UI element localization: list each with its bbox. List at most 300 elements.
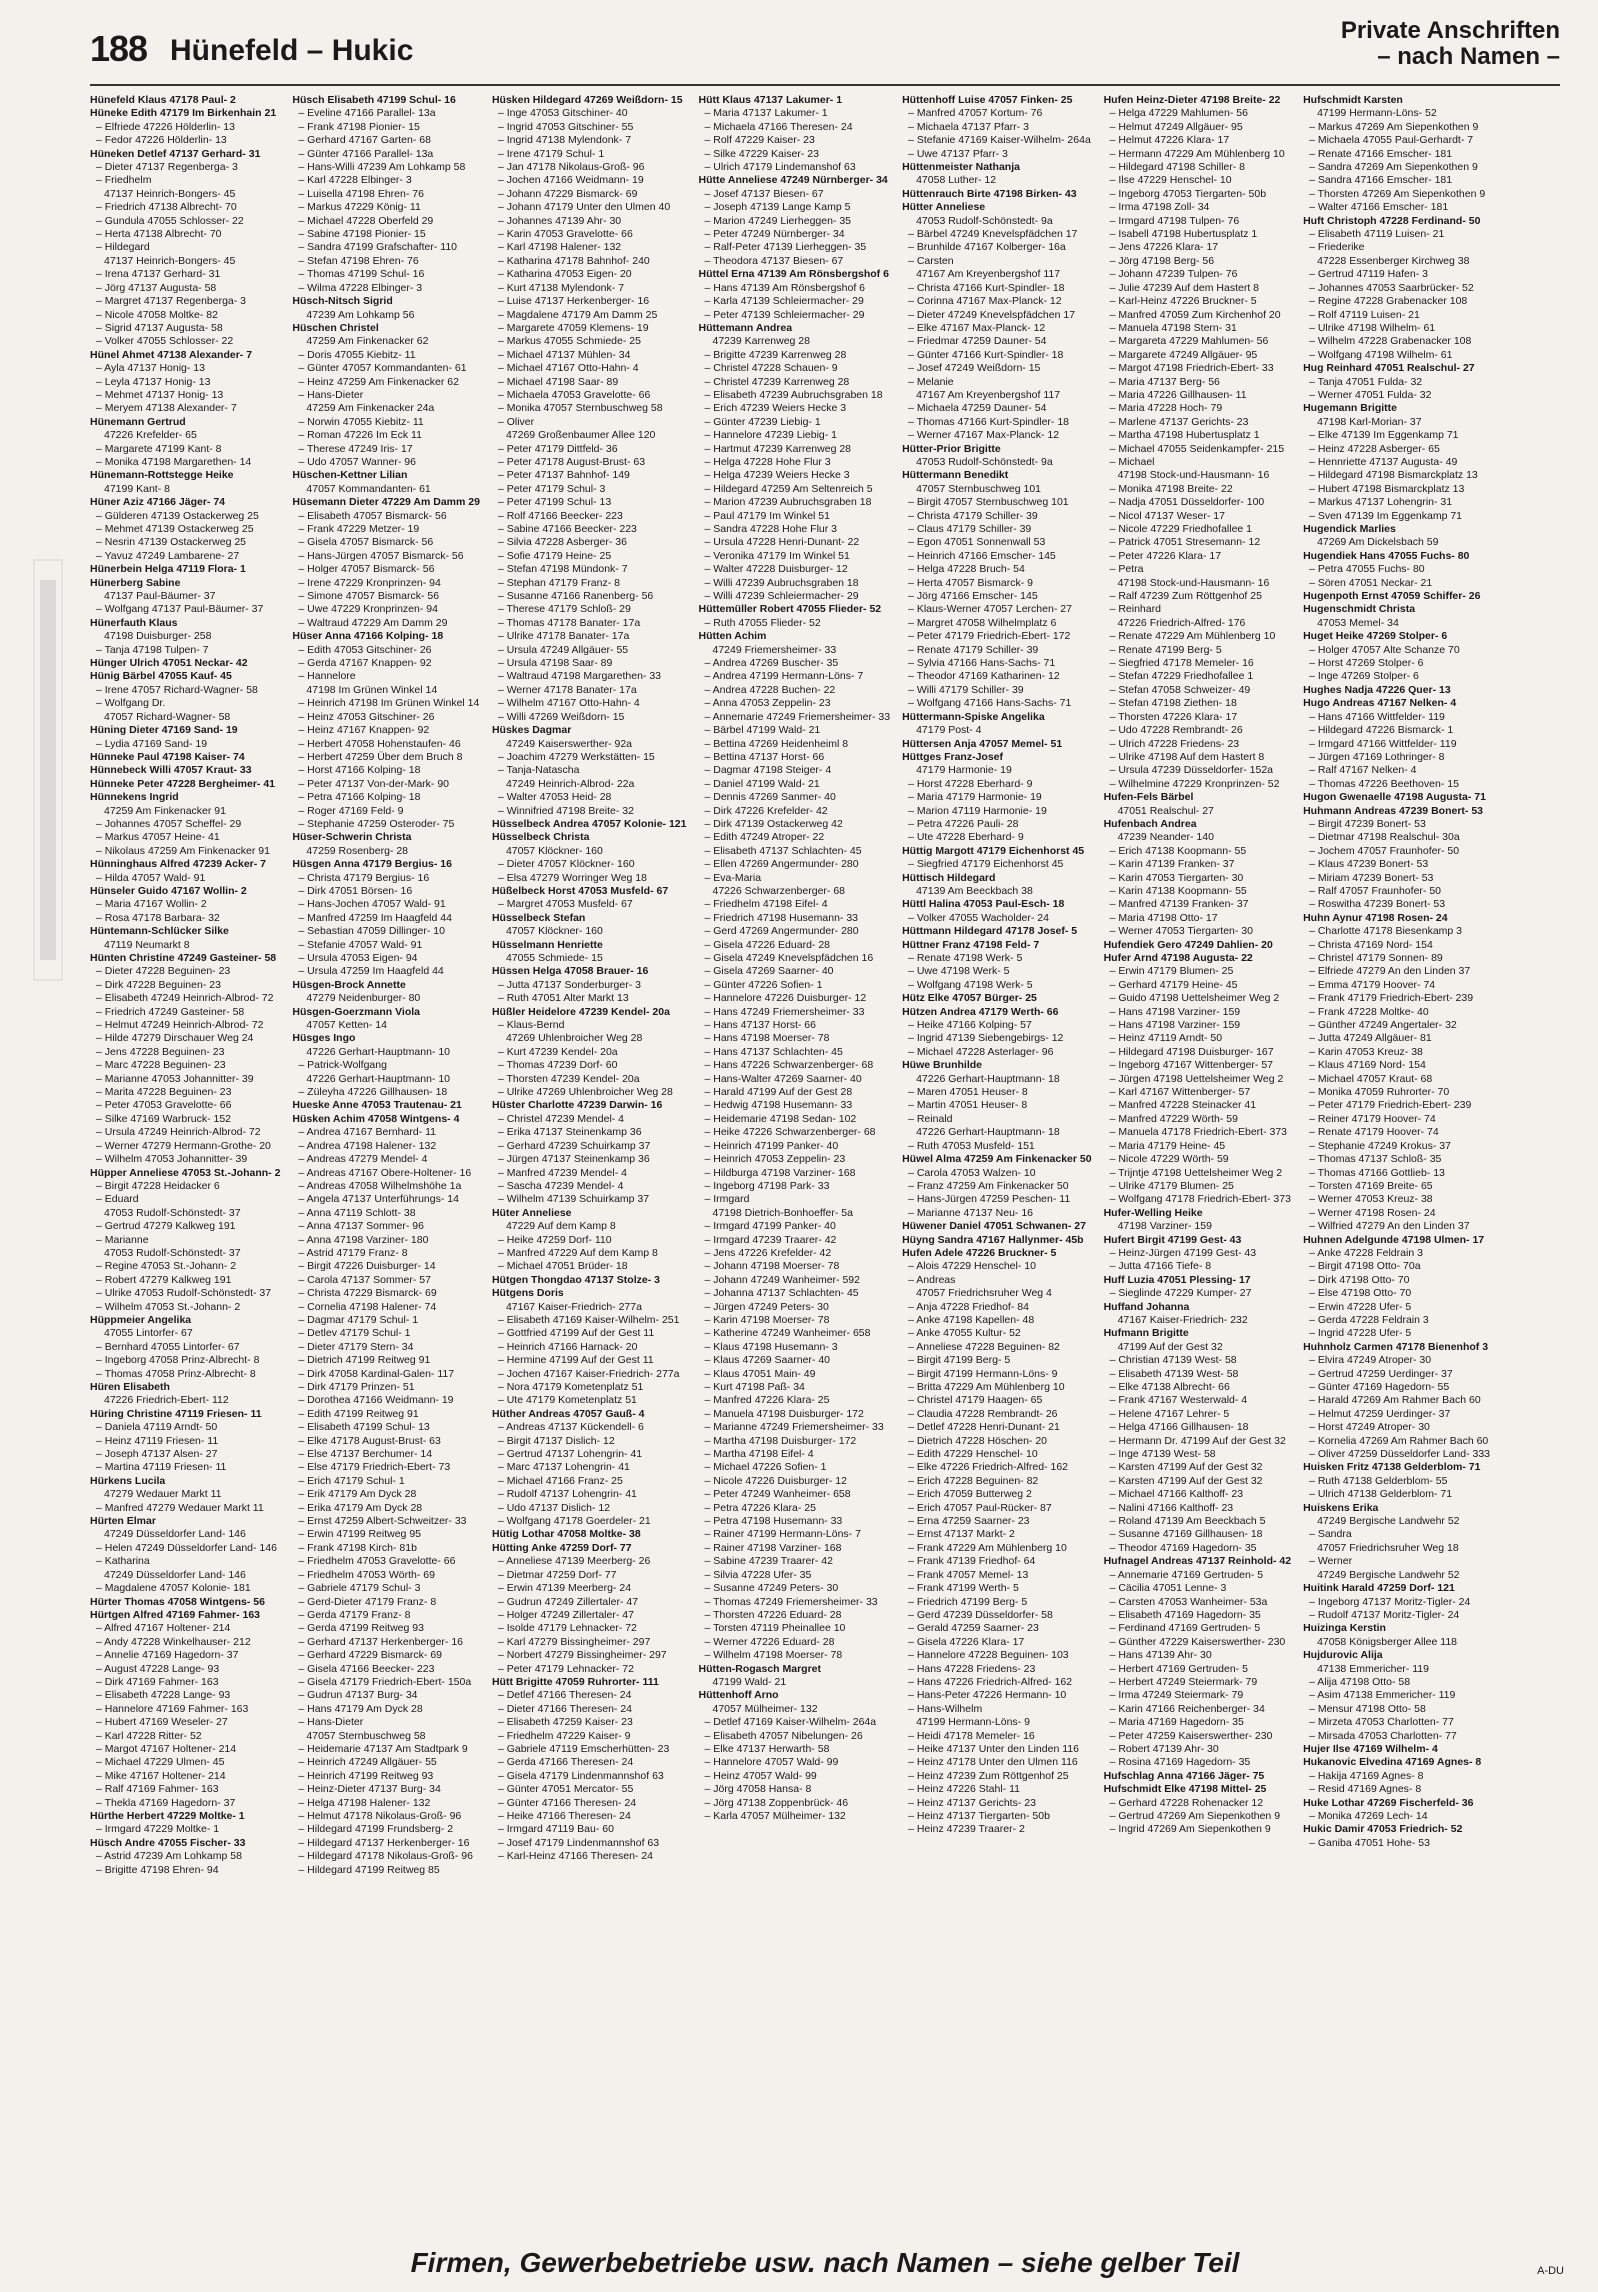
directory-address-line: 47198 Duisburger- 258 [104,630,212,643]
directory-entry: – Nikolaus 47259 Am Finkenacker 91 [96,844,270,857]
directory-entry: – Gertrud 47119 Hafen- 3 [1309,268,1428,281]
directory-entry: – Karla 47139 Schleiermacher- 29 [704,295,864,308]
directory-entry: – Heike 47226 Schwarzenberger- 68 [704,1126,876,1139]
directory-entry: – Torsten 47169 Breite- 65 [1309,1179,1433,1192]
directory-entry: – Hans-Willi 47239 Am Lohkamp 58 [298,161,466,174]
directory-surname-entry: Hüppmeier Angelika [90,1313,192,1326]
directory-entry: – Ingrid 47269 Am Siepenkothen 9 [1109,1823,1271,1836]
directory-entry: – Sandra 47269 Am Siepenkothen 9 [1309,161,1478,174]
footer-note: Firmen, Gewerbebetriebe usw. nach Namen – siehe gelber Teil [410,2247,1240,2278]
directory-entry: – Johann 47229 Bismarck- 69 [497,187,638,200]
directory-surname-entry: Hufschmidt Elke 47198 Mittel- 25 [1103,1783,1267,1796]
directory-surname-entry: Hünel Ahmet 47138 Alexander- 7 [90,348,253,361]
directory-surname-entry: Hüttisch Hildegard [902,871,996,884]
directory-entry: – Hans 47198 Varziner- 159 [1109,1005,1241,1018]
directory-entry: – Nesrin 47139 Ostackerweg 25 [96,536,246,549]
directory-entry: – Dagmar 47179 Schul- 1 [298,1313,419,1326]
directory-entry: – Helmut 47249 Allgäuer- 95 [1109,120,1243,133]
directory-entry: – Helga 47198 Halener- 132 [298,1796,431,1809]
directory-entry: – Karin 47198 Moerser- 78 [704,1313,830,1326]
directory-entry: – Ulrike 47179 Blumen- 25 [1109,1179,1234,1192]
directory-entry: – Hans 47137 Schlachten- 45 [704,1045,843,1058]
directory-surname-entry: Huisken Fritz 47138 Gelderblom- 71 [1303,1461,1481,1474]
directory-address-line: 47057 Friedrichsruher Weg 18 [1317,1541,1459,1554]
directory-entry: – Mensur 47198 Otto- 58 [1309,1702,1426,1715]
section-title-line1: Private Anschriften [1340,17,1560,44]
directory-address-line: 47259 Rosenberg- 28 [306,844,408,857]
directory-surname-entry: Hufen Heinz-Dieter 47198 Breite- 22 [1103,94,1281,106]
directory-entry: – Irmgard [704,1193,750,1206]
directory-surname-entry: Hüttig Margott 47179 Eichenhorst 45 [902,844,1085,857]
directory-entry: – Michaela 47137 Pfarr- 3 [908,120,1029,133]
directory-entry: – Peter 47053 Gravelotte- 66 [96,1099,232,1112]
directory-surname-entry: Hufschlag Anna 47166 Jäger- 75 [1103,1769,1265,1782]
directory-entry: – Bärbel 47199 Wald- 21 [704,724,821,737]
directory-entry: – Günther 47249 Angertaler- 32 [1309,1019,1457,1032]
directory-entry: – Dieter 47057 Klöckner- 160 [497,858,635,871]
directory-surname-entry: Hughes Nadja 47226 Quer- 13 [1303,683,1451,696]
directory-entry: – Walter 47053 Heid- 28 [497,791,612,804]
directory-entry: – Margarete 47249 Allgäuer- 95 [1109,348,1258,361]
directory-entry: – Irmgard 47199 Panker- 40 [704,1220,836,1233]
directory-entry: – Monika 47057 Sternbuschweg 58 [497,402,663,415]
directory-entry: – Maria 47226 Gillhausen- 11 [1109,388,1247,401]
directory-entry: – Dirk 47058 Kardinal-Galen- 117 [298,1367,455,1380]
directory-entry: – Renate 47179 Schiller- 39 [908,643,1039,656]
directory-surname-entry: Hüßler Heidelore 47239 Kendel- 20a [491,1005,670,1018]
directory-entry: – Sieglinde 47229 Kumper- 27 [1109,1287,1252,1300]
directory-address-line: 47226 Schwarzenberger- 68 [712,884,846,897]
directory-entry: – Elisabeth 47169 Kaiser-Wilhelm- 251 [497,1313,680,1326]
directory-entry: – Hedwig 47198 Husemann- 33 [704,1099,853,1112]
directory-entry: – Thorsten 47226 Klara- 17 [1109,710,1238,723]
directory-entry: – Werner 47053 Kreuz- 38 [1309,1193,1433,1206]
directory-entry: – Patrick-Wolfgang [298,1059,387,1072]
directory-address-line: 47226 Gerhart-Hauptmann- 10 [306,1072,451,1085]
directory-entry: – Isabell 47198 Hubertusplatz 1 [1109,228,1258,241]
directory-entry: – Erik 47179 Am Dyck 28 [298,1488,417,1501]
directory-entry: – Ilse 47229 Henschel- 10 [1109,174,1232,187]
directory-entry: – Detlef 47228 Henri-Dunant- 21 [908,1421,1060,1434]
directory-entry: – Petra 47226 Klara- 25 [704,1501,816,1514]
directory-entry: – Hildegard 47198 Schiller- 8 [1109,161,1245,174]
page-number: 188 [90,28,148,69]
directory-address-line: 47167 Am Kreyenbergshof 117 [916,268,1061,281]
directory-entry: – Markus 47055 Schmiede- 25 [497,335,641,348]
directory-entry: – Ute 47179 Kometenplatz 51 [497,1394,637,1407]
directory-entry: – Irmgard 47229 Moltke- 1 [96,1823,220,1836]
directory-entry: – Gerd-Dieter 47179 Franz- 8 [298,1595,437,1608]
directory-entry: – Therese 47249 Iris- 17 [298,442,413,455]
directory-entry: – Günter 47226 Sofien- 1 [704,978,823,991]
directory-entry: – Jens 47228 Beguinen- 23 [96,1045,225,1058]
directory-entry: – Thorsten 47239 Kendel- 20a [497,1072,640,1085]
directory-entry: – Ruth 47053 Musfeld- 151 [908,1139,1035,1152]
directory-entry: – Wolfgang 47198 Wilhelm- 61 [1309,348,1453,361]
directory-entry: – Herbert 47249 Steiermark- 79 [1109,1675,1258,1688]
directory-entry: – Christel 47179 Haagen- 65 [908,1394,1043,1407]
directory-entry: – Mehmet 47137 Honig- 13 [96,388,224,401]
directory-address-line: 47057 Richard-Wagner- 58 [104,710,231,723]
directory-entry: – Gerhard 47179 Heine- 45 [1109,978,1238,991]
directory-entry: – Manfred 47229 Wörth- 59 [1109,1112,1238,1125]
directory-entry: – Maria 47228 Hoch- 79 [1109,402,1223,415]
directory-entry: – Rolf 47119 Luisen- 21 [1309,308,1420,321]
directory-surname-entry: Hütter Anneliese [902,201,986,214]
directory-entry: – Rosina 47169 Hagedorn- 35 [1109,1756,1251,1769]
directory-entry: – Erich 47179 Schul- 1 [298,1474,405,1487]
directory-entry: – Hildegard 47199 Reitweg 85 [298,1863,440,1876]
directory-surname-entry: Hünninghaus Alfred 47239 Acker- 7 [90,858,267,871]
directory-entry: – Anna 47198 Varziner- 180 [298,1233,429,1246]
directory-entry: – Margret 47058 Wilhelmplatz 6 [908,616,1057,629]
directory-entry: – Reinhard [1109,603,1161,616]
directory-entry: – Birgit 47198 Otto- 70a [1309,1260,1421,1273]
directory-entry: – Christian 47139 West- 58 [1109,1354,1237,1367]
directory-entry: – Frank 47229 Metzer- 19 [298,523,420,535]
directory-entry: – Karl-Heinz 47166 Theresen- 24 [497,1850,654,1863]
directory-entry: – Gerhard 47239 Schuirkamp 37 [497,1139,651,1152]
page-header [90,18,1560,78]
directory-entry: – Helmut 47259 Uerdinger- 37 [1309,1407,1451,1420]
directory-entry: – Roger 47169 Feld- 9 [298,804,404,817]
directory-entry: – Jochen 47167 Kaiser-Friedrich- 277a [497,1367,680,1380]
directory-entry: – Werner 47178 Banater- 17a [497,683,637,696]
directory-address-line: 47249 Bergische Landwehr 52 [1317,1515,1460,1528]
directory-entry: – Gabriele 47179 Schul- 3 [298,1582,421,1595]
directory-entry: – Nicole 47229 Friedhofallee 1 [1109,523,1253,535]
directory-entry: – Dietmar 47259 Dorf- 77 [497,1568,617,1581]
directory-entry: – Ingeborg 47167 Wittenberger- 57 [1109,1059,1274,1072]
directory-entry: – Michael 47167 Otto-Hahn- 4 [497,362,639,375]
directory-entry: – Peter 47179 Friedrich-Ebert- 172 [908,630,1071,643]
directory-entry: – Heinz 47226 Stahl- 11 [908,1783,1020,1796]
directory-entry: – Eva-Maria [704,871,762,884]
directory-entry: – Josef 47137 Biesen- 67 [704,187,824,200]
directory-entry: – Margarete 47199 Kant- 8 [96,442,222,455]
directory-entry: – Ralf 47167 Nelken- 4 [1309,764,1417,777]
directory-surname-entry: Huft Christoph 47228 Ferdinand- 50 [1303,214,1481,227]
directory-surname-entry: Hufen Adele 47226 Bruckner- 5 [902,1246,1057,1259]
directory-entry: – Johann 47179 Unter den Ulmen 40 [497,201,671,214]
directory-entry: – Maria 47179 Heine- 45 [1109,1139,1226,1152]
directory-entry: – Jutta 47249 Allgäuer- 81 [1309,1032,1432,1045]
directory-entry: – Jürgen 47137 Steinenkamp 36 [497,1153,650,1166]
directory-entry: – Magdalene 47057 Kolonie- 181 [96,1582,251,1595]
directory-entry: – Frank 47167 Westerwald- 4 [1109,1394,1248,1407]
directory-entry: – Johannes 47139 Ahr- 30 [497,214,622,227]
directory-entry: – Theodora 47137 Biesen- 67 [704,254,844,267]
directory-entry: – Elisabeth 47199 Schul- 13 [298,1421,430,1434]
directory-entry: – Monika 47198 Margarethen- 14 [96,455,252,468]
directory-entry: – Reinald [908,1112,953,1125]
directory-entry: – Gisela 47057 Bismarck- 56 [298,536,434,549]
directory-entry: – Frank 47228 Moltke- 40 [1309,1005,1429,1018]
directory-entry: – Ruth 47138 Gelderblom- 55 [1309,1474,1448,1487]
directory-surname-entry: Hüßelbeck Horst 47053 Musfeld- 67 [491,884,669,897]
directory-entry: – Manfred 47059 Zum Kirchenhof 20 [1109,308,1281,321]
directory-entry: – Martha 47198 Duisburger- 172 [704,1434,857,1447]
directory-entry: – Elisabeth 47259 Kaiser- 23 [497,1716,633,1729]
directory-entry: – Jörg 47138 Zoppenbrück- 46 [704,1796,849,1809]
page-name-range: Hünefeld – Hukic [170,34,414,67]
directory-entry: – Friedhelm 47053 Gravelotte- 66 [298,1555,456,1568]
directory-entry: – Maria 47137 Berg- 56 [1109,375,1220,388]
directory-surname-entry: Hufmann Brigitte [1103,1327,1189,1340]
directory-entry: – Ursula 47259 Im Haagfeld 44 [298,965,444,978]
directory-entry: – Wolfgang 47178 Friedrich-Ebert- 373 [1109,1193,1291,1206]
directory-entry: – Kurt 47198 Paß- 34 [704,1381,805,1393]
directory-entry: – Andreas 47279 Mendel- 4 [298,1153,428,1166]
directory-entry: – Michael 47055 Seidenkampfer- 215 [1109,442,1285,455]
directory-entry: – Dietrich 47199 Reitweg 91 [298,1354,431,1367]
directory-entry: – Heinz 47259 Am Finkenacker 62 [298,375,459,388]
directory-surname-entry: Hüster Charlotte 47239 Darwin- 16 [491,1099,663,1112]
directory-surname-entry: Hüther Andreas 47057 Gauß- 4 [491,1407,645,1420]
directory-entry: – Günter 47169 Hagedorn- 55 [1309,1381,1450,1393]
directory-entry: – Inge 47139 West- 58 [1109,1448,1216,1461]
directory-entry: – Christel 47179 Sonnen- 89 [1309,952,1443,964]
directory-entry: – Wilhelm 47167 Otto-Hahn- 4 [497,697,640,710]
directory-entry: – Mehmet 47139 Ostackerweg 25 [96,523,254,535]
directory-entry: – Inge 47053 Gitschiner- 40 [497,107,628,120]
directory-entry: – Hakija 47169 Agnes- 8 [1309,1769,1424,1782]
directory-entry: – Andrea 47167 Bernhard- 11 [298,1126,436,1139]
directory-entry: – Petra [1109,563,1144,576]
directory-entry: – Heinz 47119 Arndt- 50 [1109,1032,1223,1045]
directory-entry: – Ulrich 47228 Friedens- 23 [1109,737,1240,750]
directory-entry: – Maria 47179 Harmonie- 19 [908,791,1042,804]
directory-entry: – Harald 47199 Auf der Gest 28 [704,1086,853,1099]
directory-entry: – Elke 47226 Friedrich-Alfred- 162 [908,1461,1069,1474]
directory-entry: – Irmgard 47239 Traarer- 42 [704,1233,837,1246]
directory-address-line: 47269 Uhlenbroicher Weg 28 [505,1032,643,1045]
directory-entry: – Thomas 47166 Kurt-Spindler- 18 [908,415,1069,428]
directory-entry: – Nicol 47137 Weser- 17 [1109,509,1225,522]
directory-surname-entry: Hüttenhoff Luise 47057 Finken- 25 [902,94,1073,106]
directory-surname-entry: Hugendiek Hans 47055 Fuchs- 80 [1303,549,1470,562]
directory-entry: – Susanne 47169 Gillhausen- 18 [1109,1528,1263,1541]
directory-entry: – Detlev 47179 Schul- 1 [298,1327,411,1340]
directory-entry: – Christa 47229 Bismarck- 69 [298,1287,437,1300]
directory-entry: – Edith 47053 Gitschiner- 26 [298,643,432,656]
directory-entry: – Ralf 47239 Zum Röttgenhof 25 [1109,590,1262,603]
directory-entry: – Elke 47139 Im Eggenkamp 71 [1309,429,1459,442]
directory-entry: – Nadja 47051 Düsseldorfer- 100 [1109,496,1265,509]
directory-entry: – Ingeborg 47137 Moritz-Tigler- 24 [1309,1595,1471,1608]
directory-entry: – Jochen 47166 Weidmann- 19 [497,174,644,187]
directory-entry: – Harald 47269 Am Rahmer Bach 60 [1309,1394,1481,1407]
directory-entry: – Andreas 47137 Kückendell- 6 [497,1421,644,1434]
directory-entry: – Edith 47249 Atroper- 22 [704,831,825,844]
directory-entry: – Monika 47059 Ruhrorter- 70 [1309,1086,1450,1099]
directory-entry: – Tanja 47198 Tulpen- 7 [96,643,209,656]
directory-address-line: 47053 Memel- 34 [1317,616,1399,629]
directory-entry: – Ursula 47228 Henri-Dunant- 22 [704,536,860,549]
directory-address-line: 47057 Klöckner- 160 [505,925,603,938]
directory-surname-entry: Hütz Elke 47057 Bürger- 25 [902,992,1037,1005]
directory-entry: – Luise 47137 Herkenberger- 16 [497,295,650,308]
directory-entry: – Klaus 47169 Nord- 154 [1309,1059,1426,1072]
directory-entry: – Uwe 47198 Werk- 5 [908,965,1010,978]
directory-entry: – Marc 47137 Lohengrin- 41 [497,1461,630,1474]
directory-entry: – Heinz 47178 Unter den Ulmen 116 [908,1756,1078,1769]
directory-entry: – Rosa 47178 Barbara- 32 [96,911,220,924]
directory-entry: – Sebastian 47059 Dillinger- 10 [298,925,445,938]
directory-entry: – Ruth 47051 Alter Markt 13 [497,992,629,1005]
directory-address-line: 47057 Ketten- 14 [306,1019,387,1032]
directory-entry: – Günter 47166 Kurt-Spindler- 18 [908,348,1064,361]
directory-entry: – Willi 47239 Aubruchsgraben 18 [704,576,859,589]
directory-surname-entry: Hukanovic Elvedina 47169 Agnes- 8 [1303,1756,1482,1769]
directory-surname-entry: Huffand Johanna [1103,1300,1190,1313]
directory-entry: – Monika 47269 Lech- 14 [1309,1810,1428,1822]
directory-surname-entry: Huhnholz Carmen 47178 Bienenhof 3 [1303,1340,1489,1353]
directory-entry: – Hans-Wilhelm [908,1702,983,1715]
directory-address-line: 47119 Neumarkt 8 [104,938,190,951]
directory-entry: – Gerda 47228 Feldrain 3 [1309,1313,1429,1326]
directory-address-line: 47179 Post- 4 [916,724,982,737]
directory-entry: – Heidi 47178 Memeler- 16 [908,1729,1035,1742]
directory-entry: – Anneliese 47139 Meerberg- 26 [497,1555,651,1568]
directory-address-line: 47199 Wald- 21 [712,1675,787,1688]
directory-entry: – Elisabeth 47228 Lange- 93 [96,1689,231,1702]
directory-entry: – Marianne 47137 Neu- 16 [908,1206,1034,1219]
directory-entry: – Andrea 47199 Hermann-Löns- 7 [704,670,864,683]
directory-entry: – Michael 47228 Asterlager- 96 [908,1045,1054,1058]
directory-entry: – Irene 47057 Richard-Wagner- 58 [96,683,258,696]
directory-address-line: 47199 Kant- 8 [104,482,170,495]
directory-entry: – Hildegard 47198 Bismarckplatz 13 [1309,469,1478,482]
directory-entry: – Peter 47139 Schleiermacher- 29 [704,308,865,321]
directory-entry: – Gisela 47166 Beecker- 223 [298,1662,435,1675]
directory-entry: – Andreas [908,1273,956,1286]
directory-surname-entry: Hüpper Anneliese 47053 St.-Johann- 2 [90,1166,281,1179]
directory-address-line: 47053 Rudolf-Schönstedt- 37 [104,1246,241,1259]
directory-entry: – Dietmar 47198 Realschul- 30a [1309,831,1460,844]
directory-entry: – Birgit 47057 Sternbuschweg 101 [908,496,1069,509]
directory-entry: – Hans-Dieter [298,1716,364,1729]
directory-address-line: 47259 Am Finkenacker 91 [104,804,226,817]
directory-entry: – Eduard [96,1193,139,1206]
directory-entry: – Torsten 47119 Pheinallee 10 [704,1622,846,1635]
directory-entry: – Horst 47249 Atroper- 30 [1309,1421,1430,1434]
directory-surname-entry: Hünnekens Ingrid [90,791,179,804]
directory-entry: – Hilda 47057 Wald- 91 [96,871,206,884]
directory-entry: – Heinz-Jürgen 47199 Gest- 43 [1109,1246,1257,1259]
directory-entry: – Sören 47051 Neckar- 21 [1309,576,1433,589]
directory-entry: – Britta 47229 Am Mühlenberg 10 [908,1381,1065,1393]
directory-entry: – Johann 47249 Wanheimer- 592 [704,1273,860,1286]
directory-entry: – Hubert 47198 Bismarckplatz 13 [1309,482,1465,495]
directory-entry: – Hans 47166 Wittfelder- 119 [1309,710,1445,723]
directory-entry: – Gerhard 47137 Herkenberger- 16 [298,1635,464,1648]
directory-entry: – Bärbel 47249 Knevelspfädchen 17 [908,228,1078,241]
directory-entry: – Friedhelm [96,174,152,187]
directory-surname-entry: Hüneken Detlef 47137 Gerhard- 31 [90,147,261,160]
directory-entry: – Emma 47179 Hoover- 74 [1309,978,1436,991]
directory-entry: – Regine 47053 St.-Johann- 2 [96,1260,237,1273]
section-title [1341,18,1560,70]
directory-surname-entry: Hufer Arnd 47198 Augusta- 22 [1103,952,1253,964]
directory-entry: – Nicole 47058 Moltke- 82 [96,308,218,321]
directory-entry: – Markus 47057 Heine- 41 [96,831,220,844]
directory-entry: – Ruth 47055 Flieder- 52 [704,616,821,629]
directory-entry: – Peter 47259 Kaiserswerther- 230 [1109,1729,1273,1742]
directory-surname-entry: Hüsselbeck Andrea 47057 Kolonie- 121 [491,817,687,830]
directory-entry: – Heinz 47228 Asberger- 65 [1309,442,1440,455]
directory-entry: – Kornelia 47269 Am Rahmer Bach 60 [1309,1434,1489,1447]
directory-entry: – Nicole 47226 Duisburger- 12 [704,1474,847,1487]
directory-entry: – Winnifried 47198 Breite- 32 [497,804,634,817]
directory-entry: – Norbert 47279 Bissingheimer- 297 [497,1649,667,1662]
directory-entry: – Roland 47139 Am Beeckbach 5 [1109,1515,1266,1528]
directory-entry: – Jutta 47166 Tiefe- 8 [1109,1260,1212,1273]
directory-address-line: 47226 Gerhart-Hauptmann- 18 [916,1126,1060,1139]
directory-surname-entry: Hüning Dieter 47169 Sand- 19 [90,724,238,737]
directory-entry: – Thorsten 47269 Am Siepenkothen 9 [1309,187,1486,200]
directory-surname-entry: Hüsgen-Brock Annette [292,978,406,991]
directory-entry: – Mike 47167 Holtener- 214 [96,1769,226,1782]
directory-entry: – Birgit 47226 Duisburger- 14 [298,1260,436,1273]
directory-entry: – Rolf 47229 Kaiser- 23 [704,134,815,147]
directory-entry: – Irena 47137 Gerhard- 31 [96,268,221,281]
directory-entry: – Erich 47057 Paul-Rücker- 87 [908,1501,1052,1514]
directory-entry: – Dorothea 47166 Weidmann- 19 [298,1394,454,1407]
directory-entry: – Gabriele 47119 Emscherhütten- 23 [497,1742,670,1755]
directory-entry: – Hennriette 47137 Augusta- 49 [1309,455,1458,468]
directory-entry: – Friedrich 47198 Husemann- 33 [704,911,859,924]
directory-entry: – Hans 47179 Am Dyck 28 [298,1702,423,1715]
directory-entry: – Markus 47269 Am Siepenkothen 9 [1309,120,1479,133]
directory-surname-entry: Hüwener Daniel 47051 Schwanen- 27 [902,1220,1086,1233]
directory-entry: – Sofie 47179 Heine- 25 [497,549,612,562]
directory-surname-entry: Hüsges Ingo [292,1032,356,1045]
directory-entry: – Gudrun 47137 Burg- 34 [298,1689,418,1702]
directory-address-line: 47249 Bergische Landwehr 52 [1317,1568,1460,1581]
directory-address-line: 47053 Rudolf-Schönstedt- 9a [916,455,1053,468]
footer-code: A-DU [1537,2265,1564,2277]
directory-entry: – Uwe 47137 Pfarr- 3 [908,147,1008,160]
directory-entry: – Karin 47166 Reichenberger- 34 [1109,1702,1265,1715]
directory-entry: – Karl 47228 Ritter- 52 [96,1729,202,1742]
directory-surname-entry: Hünnebeck Willi 47057 Kraut- 33 [90,764,252,777]
directory-entry: – Michael [1109,455,1155,468]
directory-entry: – Melanie [908,375,954,388]
directory-entry: – Maren 47051 Heuser- 8 [908,1086,1028,1099]
directory-entry: – Ursula 47249 Heinrich-Albrod- 72 [96,1126,261,1139]
directory-entry: – Sandra 47228 Hohe Flur 3 [704,523,838,535]
directory-entry: – Kurt 47239 Kendel- 20a [497,1045,618,1058]
directory-entry: – Ingeborg 47053 Tiergarten- 50b [1109,187,1267,200]
directory-entry: – Christel 47228 Schauen- 9 [704,362,838,375]
directory-entry: – Dirk 47179 Prinzen- 51 [298,1381,415,1393]
directory-entry: – Jens 47226 Krefelder- 42 [704,1246,832,1259]
directory-entry: – Martha 47198 Hubertusplatz 1 [1109,429,1260,442]
directory-surname-entry: Hürter Thomas 47058 Wintgens- 56 [90,1595,265,1608]
directory-entry: – Züleyha 47226 Gillhausen- 18 [298,1086,448,1099]
directory-entry: – Renate 47229 Am Mühlenberg 10 [1109,630,1276,643]
directory-column [492,94,687,2244]
directory-entry: – Jörg 47198 Berg- 56 [1109,254,1215,267]
directory-entry: – Isolde 47179 Lehnacker- 72 [497,1622,637,1635]
directory-entry: – Ursula 47053 Eigen- 94 [298,952,418,964]
directory-address-line: 47269 Großenbaumer Allee 120 [505,429,656,442]
directory-entry: – Rolf 47166 Beecker- 223 [497,509,623,522]
directory-entry: – Wilhelm 47228 Grabenacker 108 [1309,335,1472,348]
directory-entry: – Simone 47057 Bismarck- 56 [298,590,440,603]
directory-entry: – Martina 47119 Friesen- 11 [96,1461,227,1474]
